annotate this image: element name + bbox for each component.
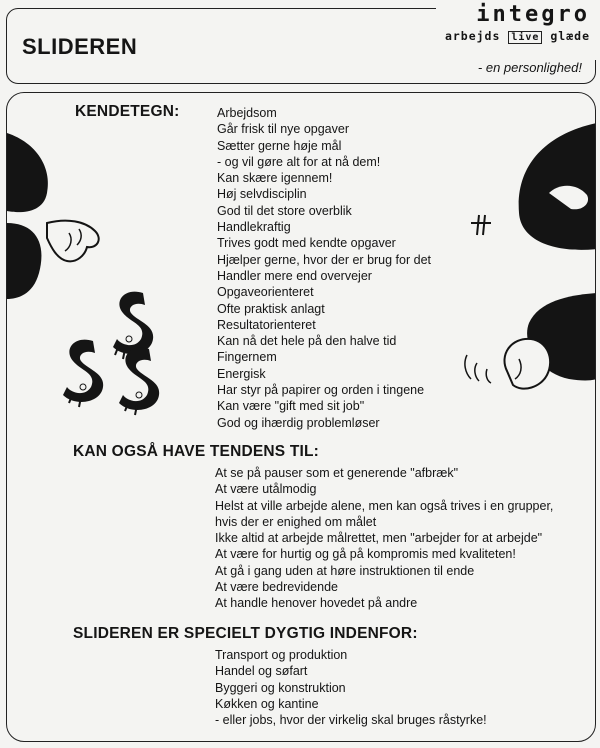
page-title: SLIDEREN bbox=[22, 34, 138, 59]
list-item: At være utålmodig bbox=[215, 482, 317, 497]
list-item: Helst at ville arbejde alene, men kan også trives i en grupper, bbox=[215, 498, 554, 513]
list-item: Kan skære igennem! bbox=[217, 171, 333, 186]
tendens-list bbox=[215, 465, 553, 612]
dygtig-list bbox=[215, 647, 487, 728]
kendetegn-list bbox=[217, 105, 431, 431]
list-item: At se på pauser som et generende "afbræk" bbox=[215, 466, 459, 480]
list-item: Byggeri og konstruktion bbox=[215, 680, 346, 695]
brand-sub-right: glæde bbox=[550, 29, 590, 43]
list-item: Køkken og kantine bbox=[215, 696, 319, 711]
list-item: Fingernem bbox=[217, 350, 277, 365]
list-item: Energisk bbox=[217, 366, 266, 381]
list-item: - eller jobs, hvor der virkelig skal bruges råstyrke! bbox=[215, 713, 487, 728]
list-item: Kan være "gift med sit job" bbox=[217, 399, 365, 414]
list-item: At være for hurtig og gå på kompromis med kvaliteten! bbox=[215, 547, 516, 562]
list-item: Trives godt med kendte opgaver bbox=[217, 236, 396, 251]
list-item: Handlekraftig bbox=[217, 220, 291, 235]
list-item: God og ihærdig problemløser bbox=[217, 415, 380, 430]
list-item: Høj selvdisciplin bbox=[217, 187, 307, 202]
list-item: At gå i gang uden at høre instruktionen til ende bbox=[215, 563, 475, 578]
list-item: Resultatorienteret bbox=[217, 317, 316, 332]
list-item: Sætter gerne høje mål bbox=[217, 138, 342, 153]
brand-name: integro bbox=[476, 2, 590, 27]
brand-sub-boxed: live bbox=[508, 31, 542, 44]
list-item: Går frisk til nye opgaver bbox=[217, 122, 349, 137]
tendens-heading: KAN OGSÅ HAVE TENDENS TIL: bbox=[73, 443, 320, 460]
dygtig-heading: SLIDEREN ER SPECIELT DYGTIG INDENFOR: bbox=[73, 625, 418, 642]
list-item: At være bedrevidende bbox=[215, 580, 338, 595]
list-item: Ofte praktisk anlagt bbox=[217, 301, 325, 316]
list-item: Hjælper gerne, hvor der er brug for det bbox=[217, 252, 431, 267]
brand-subtitle bbox=[445, 29, 590, 43]
brand-sub-left: arbejds bbox=[444, 29, 501, 43]
kendetegn-heading: KENDETEGN: bbox=[75, 103, 180, 120]
list-item: At handle henover hovedet på andre bbox=[215, 596, 418, 611]
content-box bbox=[6, 92, 596, 742]
tagline: - en personlighed! bbox=[477, 60, 582, 75]
small-s-3 bbox=[119, 348, 159, 415]
small-s-2 bbox=[63, 340, 103, 407]
list-item: Arbejdsom bbox=[217, 106, 277, 120]
list-item: - og vil gøre alt for at nå dem! bbox=[217, 154, 381, 169]
list-item: Opgaveorienteret bbox=[217, 285, 314, 300]
list-item: hvis der er enighed om målet bbox=[215, 514, 377, 529]
list-item: Ikke altid at arbejde målrettet, men "arbejder for at arbejde" bbox=[215, 531, 543, 546]
list-item: God til det store overblik bbox=[217, 203, 352, 218]
list-item: Kan nå det hele på den halve tid bbox=[217, 334, 397, 349]
list-item: Handler mere end overvejer bbox=[217, 268, 372, 283]
brand-logo bbox=[436, 0, 596, 60]
list-item: Transport og produktion bbox=[215, 648, 348, 662]
list-item: Har styr på papirer og orden i tingene bbox=[217, 383, 425, 398]
cartoon-right-character bbox=[459, 123, 596, 443]
cartoon-small-characters bbox=[59, 283, 179, 433]
list-item: Handel og søfart bbox=[215, 664, 308, 679]
